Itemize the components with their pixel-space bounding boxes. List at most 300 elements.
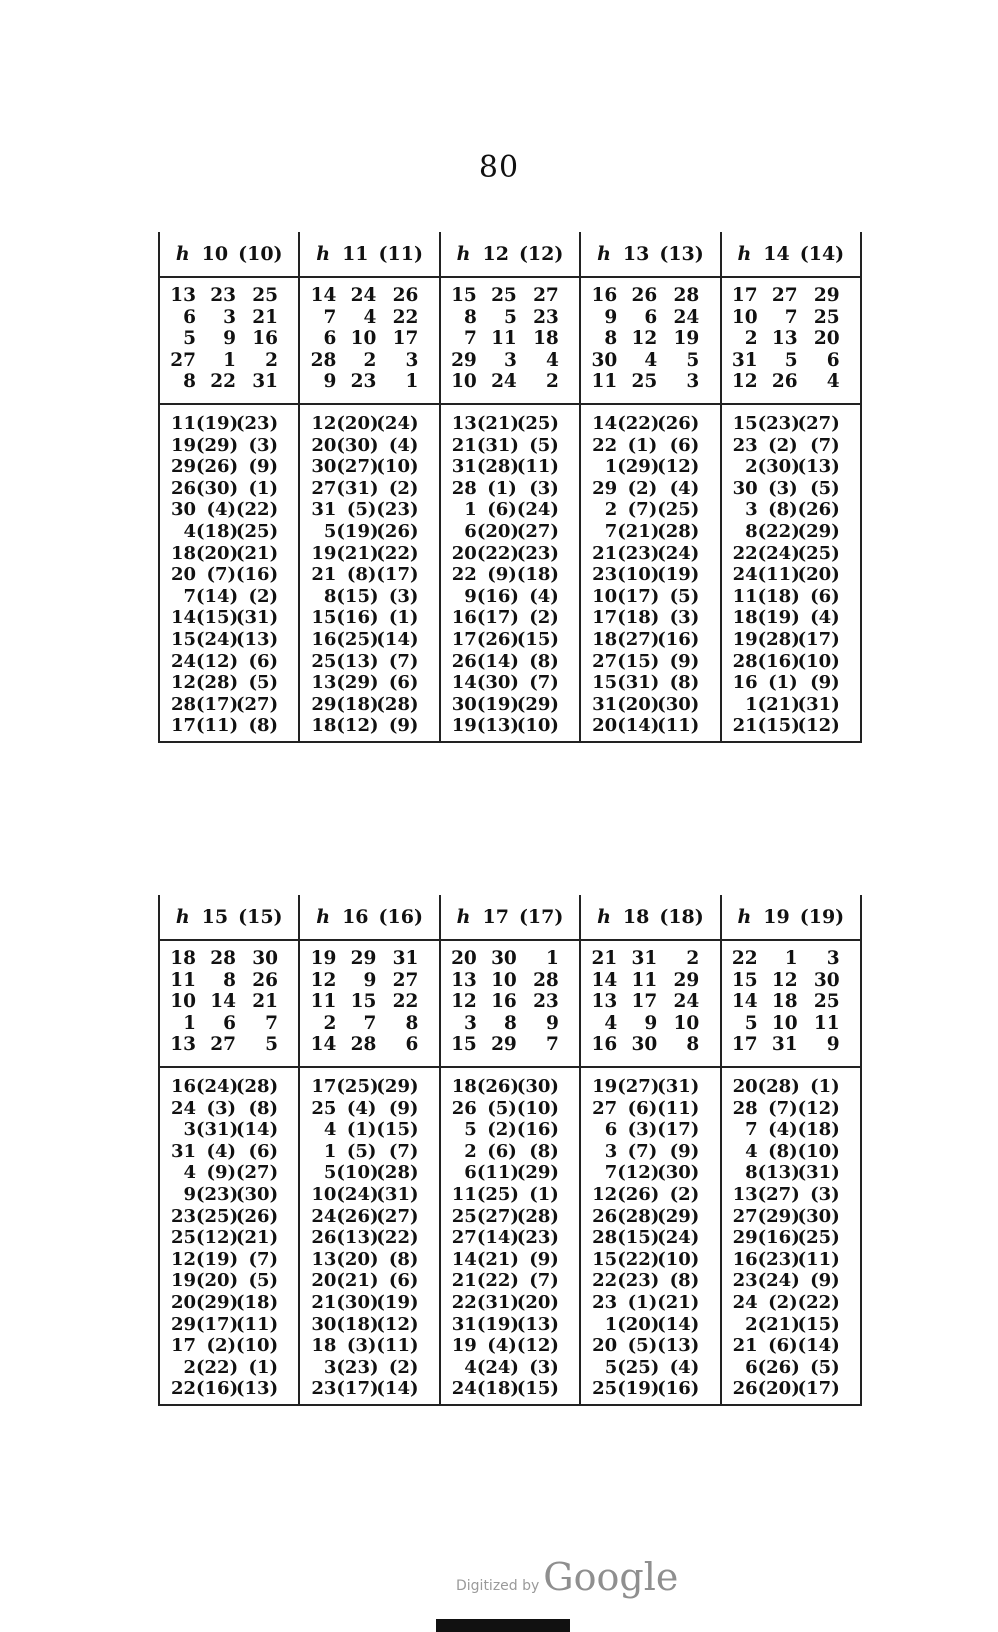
table-cell: (23) [757, 1248, 800, 1270]
table-cell: (5) [346, 1140, 377, 1162]
table-row [160, 694, 298, 716]
lower-section [722, 1068, 860, 1404]
table-cell: 26 [252, 969, 278, 991]
upper-section [581, 941, 719, 1068]
table-cell: 11 [170, 412, 196, 434]
table-cell: (3) [346, 1335, 377, 1357]
table-cell: 29 [732, 1227, 758, 1249]
table-cell: (1) [627, 434, 658, 456]
table-cell: (23) [196, 1183, 239, 1205]
table-cell: 13 [311, 1248, 337, 1270]
table-cell: (24) [376, 412, 419, 434]
table-cell: (5) [529, 434, 559, 456]
hour-symbol: h [456, 243, 471, 265]
table-row [441, 1314, 579, 1336]
table-cell: (4) [768, 1119, 798, 1141]
table-cell: (25) [797, 542, 840, 564]
table-cell: 15 [451, 285, 477, 306]
table-cell: (13) [236, 1378, 279, 1400]
table-cell: (17) [617, 585, 660, 607]
table-row [300, 715, 438, 737]
table-cell: 30 [732, 477, 758, 499]
table-cell: 29 [170, 1313, 196, 1335]
table-cell: (25) [797, 1227, 840, 1249]
table-cell: (22) [196, 1356, 239, 1378]
table-cell: (12) [196, 650, 239, 672]
table-cell: 30 [311, 456, 337, 478]
table-cell: (13) [476, 715, 519, 737]
table-row [722, 543, 860, 565]
table-row [160, 1249, 298, 1271]
table-cell: 29 [491, 1034, 517, 1056]
table-cell: (29) [376, 1075, 419, 1097]
table-cell: 4 [644, 349, 658, 371]
table-cell: 29 [311, 693, 337, 715]
table-row [441, 564, 579, 586]
table-cell: (28) [376, 693, 419, 715]
upper-section [581, 278, 719, 405]
table-cell: 28 [732, 650, 758, 672]
table-cell: (22) [236, 499, 279, 521]
table-cell: (18) [336, 1313, 379, 1335]
table-cell: (19) [336, 520, 379, 542]
table-row [441, 1119, 579, 1141]
table-row [441, 715, 579, 737]
table-cell: 23 [732, 434, 758, 456]
table-cell: 12 [170, 672, 196, 694]
table-cell: (17) [657, 1119, 700, 1141]
table-cell: 29 [673, 969, 700, 991]
table-cell: 10 [491, 969, 517, 991]
table-cell: 13 [170, 1034, 196, 1056]
table-row [300, 1378, 438, 1400]
table-row [581, 1357, 719, 1379]
table-cell: 7 [323, 306, 337, 328]
table-cell: (26) [196, 456, 239, 478]
table-cell: 22 [592, 1270, 618, 1292]
table-cell: 18 [311, 1335, 337, 1357]
hour-paren-number: (14) [799, 243, 845, 265]
table-cell: (2) [388, 477, 419, 499]
table-cell: 22 [392, 991, 419, 1013]
table-row [581, 1292, 719, 1314]
hour-paren-number: (15) [238, 906, 283, 928]
hour-number: 18 [622, 906, 650, 928]
table-cell: 31 [311, 499, 337, 521]
table-cell: (2) [768, 434, 798, 456]
table-cell: 1 [604, 1313, 618, 1335]
table-cell: (23) [617, 542, 660, 564]
table-cell: (14) [236, 1119, 279, 1141]
table-cell: 21 [592, 542, 618, 564]
table-cell: 18 [732, 607, 758, 629]
table-row [581, 1378, 719, 1400]
table-cell: (1) [487, 477, 517, 499]
table-cell: (26) [617, 1183, 660, 1205]
upper-section [722, 278, 860, 405]
table-cell: 15 [170, 628, 196, 650]
table-cell: 31 [392, 948, 419, 969]
table-cell: (30) [476, 672, 519, 694]
hour-paren-number: (11) [378, 243, 423, 265]
table-cell: (3) [768, 477, 798, 499]
table-cell: (12) [657, 456, 700, 478]
table-cell: (5) [810, 1356, 840, 1378]
table-row [300, 970, 438, 992]
table-cell: 25 [252, 285, 278, 306]
hour-number: 17 [482, 906, 509, 928]
table-cell: 10 [731, 306, 758, 328]
table-cell: (31) [476, 1291, 519, 1313]
table-cell: 23 [170, 1205, 196, 1227]
table-cell: (20) [336, 412, 379, 434]
table-row [581, 456, 719, 478]
table-cell: 17 [392, 328, 419, 350]
table-cell: 1 [223, 349, 236, 371]
table-row [160, 991, 298, 1013]
table-row [722, 521, 860, 543]
table-cell: (9) [248, 456, 278, 478]
table-cell: (17) [336, 1378, 379, 1400]
table-row [160, 350, 298, 372]
table-cell: 12 [731, 371, 758, 393]
table-cell: (29) [797, 520, 840, 542]
table-cell: (3) [206, 1097, 236, 1119]
table-cell: 19 [310, 948, 337, 969]
table-cell: (14) [476, 650, 519, 672]
table-cell: 8 [223, 969, 236, 991]
table-cell: (14) [376, 628, 419, 650]
table-row [300, 1013, 438, 1035]
table-row [441, 499, 579, 521]
google-logo: Google [543, 1555, 679, 1599]
table-row [441, 1141, 579, 1163]
table-cell: 15 [731, 969, 758, 991]
table-row [300, 564, 438, 586]
table-cell: 6 [644, 306, 658, 328]
table-column-group [581, 895, 721, 1404]
table-cell: (13) [336, 650, 379, 672]
table-cell: (19) [196, 1248, 239, 1270]
table-cell: (26) [797, 499, 840, 521]
table-block [158, 232, 862, 743]
table-cell: (3) [248, 434, 278, 456]
table-cell: (21) [757, 693, 800, 715]
table-cell: 5 [503, 306, 517, 328]
table-cell: 11 [170, 969, 196, 991]
table-row [441, 1378, 579, 1400]
table-cell: 8 [686, 1034, 700, 1056]
table-cell: (7) [388, 1140, 419, 1162]
table-cell: (16) [757, 650, 800, 672]
table-cell: (27) [617, 1075, 660, 1097]
table-cell: 16 [170, 1075, 196, 1097]
table-cell: 8 [183, 371, 196, 393]
table-cell: 1 [183, 1012, 196, 1034]
table-cell: (7) [768, 1097, 798, 1119]
table-cell: 13 [732, 1183, 758, 1205]
table-column-group [160, 232, 300, 741]
table-cell: (21) [336, 542, 379, 564]
table-cell: 21 [311, 564, 337, 586]
table-cell: (21) [236, 1227, 279, 1249]
table-row [300, 1034, 438, 1056]
table-cell: (21) [476, 1248, 519, 1270]
table-cell: (31) [797, 693, 840, 715]
table-cell: (6) [627, 1097, 658, 1119]
table-cell: 3 [503, 349, 517, 371]
table-cell: 3 [463, 1012, 477, 1034]
table-cell: 2 [464, 1140, 477, 1162]
table-row [581, 1076, 719, 1098]
table-cell: 3 [604, 1140, 618, 1162]
table-row [160, 651, 298, 673]
table-cell: (27) [617, 628, 660, 650]
table-cell: (8) [346, 564, 377, 586]
table-cell: 3 [223, 306, 236, 328]
table-row [160, 1098, 298, 1120]
table-cell: (1) [248, 1356, 278, 1378]
hour-number: 12 [482, 243, 509, 265]
table-cell: 11 [631, 969, 658, 991]
lower-section [300, 1068, 438, 1404]
table-cell: 30 [813, 969, 840, 991]
table-cell: (13) [516, 1313, 559, 1335]
table-row [300, 1227, 438, 1249]
table-cell: 20 [170, 1291, 196, 1313]
table-cell: 4 [183, 1162, 196, 1184]
table-cell: 27 [170, 349, 196, 371]
table-cell: 16 [591, 285, 618, 306]
table-cell: (25) [196, 1205, 239, 1227]
table-row [441, 586, 579, 608]
table-cell: 26 [631, 285, 658, 306]
table-cell: (24) [196, 628, 239, 650]
table-cell: 21 [732, 715, 758, 737]
table-cell: 22 [592, 434, 618, 456]
table-cell: (27) [376, 1205, 419, 1227]
table-row [722, 694, 860, 716]
table-cell: (12) [797, 715, 840, 737]
table-cell: (30) [657, 1162, 700, 1184]
table-cell: 6 [604, 1119, 618, 1141]
table-cell: (3) [669, 607, 700, 629]
table-cell: 18 [533, 328, 559, 350]
table-cell: 5 [323, 1162, 337, 1184]
table-row [722, 586, 860, 608]
table-cell: 28 [592, 1227, 618, 1249]
table-cell: (16) [657, 1378, 700, 1400]
table-cell: (29) [657, 1205, 700, 1227]
table-cell: (14) [196, 585, 239, 607]
table-cell: (19) [476, 1313, 519, 1335]
table-cell: 2 [744, 328, 758, 350]
table-cell: 2 [545, 371, 559, 393]
table-cell: (15) [617, 650, 660, 672]
table-cell: 18 [311, 715, 337, 737]
table-cell: 22 [732, 542, 758, 564]
table-cell: 13 [451, 412, 477, 434]
table-row [722, 1292, 860, 1314]
table-column-group [722, 232, 860, 741]
table-cell: 9 [323, 371, 337, 393]
table-cell: 24 [170, 650, 196, 672]
table-cell: (10) [516, 1097, 559, 1119]
table-cell: (13) [657, 1335, 700, 1357]
lower-section [160, 405, 298, 741]
table-cell: 13 [311, 672, 337, 694]
table-row [300, 1119, 438, 1141]
table-cell: 14 [310, 1034, 337, 1056]
table-cell: (27) [236, 693, 279, 715]
table-cell: 29 [813, 285, 840, 306]
table-row [160, 607, 298, 629]
table-row [581, 1162, 719, 1184]
table-cell: 30 [170, 499, 196, 521]
table-cell: (29) [196, 434, 239, 456]
group-header [300, 895, 438, 941]
table-cell: 24 [491, 371, 517, 393]
table-row [160, 1378, 298, 1400]
table-row [722, 970, 860, 992]
table-cell: 24 [673, 991, 700, 1013]
table-cell: 10 [451, 371, 477, 393]
table-cell: (10) [797, 650, 840, 672]
table-cell: (5) [627, 1335, 658, 1357]
table-row [300, 1292, 438, 1314]
table-row [722, 672, 860, 694]
table-row [441, 371, 579, 393]
table-cell: (28) [617, 1205, 660, 1227]
table-cell: (26) [336, 1205, 379, 1227]
table-cell: 26 [771, 371, 798, 393]
table-cell: 16 [732, 672, 758, 694]
table-row [160, 672, 298, 694]
table-cell: 27 [392, 969, 419, 991]
table-cell: (2) [768, 1291, 798, 1313]
table-row [300, 607, 438, 629]
hour-number: 13 [622, 243, 650, 265]
table-cell: 1 [604, 456, 618, 478]
table-cell: (7) [627, 499, 658, 521]
group-header [441, 895, 579, 941]
table-row [722, 1162, 860, 1184]
table-cell: (30) [797, 1205, 840, 1227]
table-cell: 19 [592, 1075, 618, 1097]
table-cell: (28) [236, 1075, 279, 1097]
table-cell: 16 [451, 607, 477, 629]
table-cell: 19 [170, 434, 196, 456]
table-row [300, 1141, 438, 1163]
table-row [160, 456, 298, 478]
table-cell: (15) [376, 1119, 419, 1141]
table-cell: (30) [196, 477, 239, 499]
table-cell: (20) [757, 1378, 800, 1400]
table-cell: (6) [388, 672, 419, 694]
table-row [300, 1357, 438, 1379]
group-header [441, 232, 579, 278]
table-row [300, 285, 438, 307]
table-cell: (6) [810, 585, 840, 607]
table-row [581, 1227, 719, 1249]
table-cell: (8) [248, 1097, 278, 1119]
table-cell: (25) [336, 1075, 379, 1097]
table-cell: (22) [757, 520, 800, 542]
table-cell: 8 [463, 306, 477, 328]
hour-number: 11 [342, 243, 369, 265]
table-cell: (24) [196, 1075, 239, 1097]
table-row [300, 328, 438, 350]
table-cell: 26 [732, 1378, 758, 1400]
table-cell: 5 [464, 1119, 477, 1141]
table-cell: (29) [757, 1205, 800, 1227]
table-row [160, 478, 298, 500]
table-row [160, 564, 298, 586]
table-row [722, 1270, 860, 1292]
upper-section [160, 941, 298, 1068]
table-cell: 11 [732, 585, 758, 607]
table-cell: (26) [476, 1075, 519, 1097]
table-row [300, 1206, 438, 1228]
table-cell: (18) [757, 585, 800, 607]
table-cell: 22 [170, 1378, 196, 1400]
table-row [441, 970, 579, 992]
table-cell: 9 [464, 585, 477, 607]
table-cell: 20 [813, 328, 840, 350]
table-cell: (5) [346, 499, 377, 521]
table-cell: 11 [591, 371, 618, 393]
table-cell: (23) [516, 542, 559, 564]
table-cell: (14) [376, 1378, 419, 1400]
table-cell: 29 [350, 948, 377, 969]
table-cell: 12 [310, 969, 337, 991]
table-cell: 12 [771, 969, 798, 991]
table-row [160, 285, 298, 307]
table-cell: 30 [591, 349, 618, 371]
table-cell: 20 [311, 434, 337, 456]
table-column-group [441, 895, 581, 1404]
table-row [722, 478, 860, 500]
table-cell: (31) [236, 607, 279, 629]
table-row [441, 948, 579, 970]
table-cell: (10) [657, 1248, 700, 1270]
table-cell: (15) [336, 585, 379, 607]
table-cell: (24) [476, 1356, 519, 1378]
table-cell: (17) [376, 564, 419, 586]
table-cell: 19 [311, 542, 337, 564]
table-cell: 7 [265, 1012, 278, 1034]
table-cell: (15) [757, 715, 800, 737]
table-cell: (28) [757, 1075, 800, 1097]
table-row [722, 1314, 860, 1336]
table-cell: 1 [784, 948, 798, 969]
table-cell: 25 [813, 991, 840, 1013]
table-cell: (17) [196, 1313, 239, 1335]
table-row [441, 1162, 579, 1184]
table-cell: 17 [311, 1075, 337, 1097]
table-cell: 27 [771, 285, 798, 306]
table-cell: (20) [617, 1313, 660, 1335]
table-row [722, 328, 860, 350]
table-row [581, 543, 719, 565]
table-cell: 21 [311, 1291, 337, 1313]
table-cell: 5 [323, 520, 337, 542]
hour-paren-number: (18) [659, 906, 704, 928]
table-row [581, 991, 719, 1013]
table-cell: (23) [376, 499, 419, 521]
table-row [722, 1076, 860, 1098]
table-cell: 20 [451, 542, 477, 564]
